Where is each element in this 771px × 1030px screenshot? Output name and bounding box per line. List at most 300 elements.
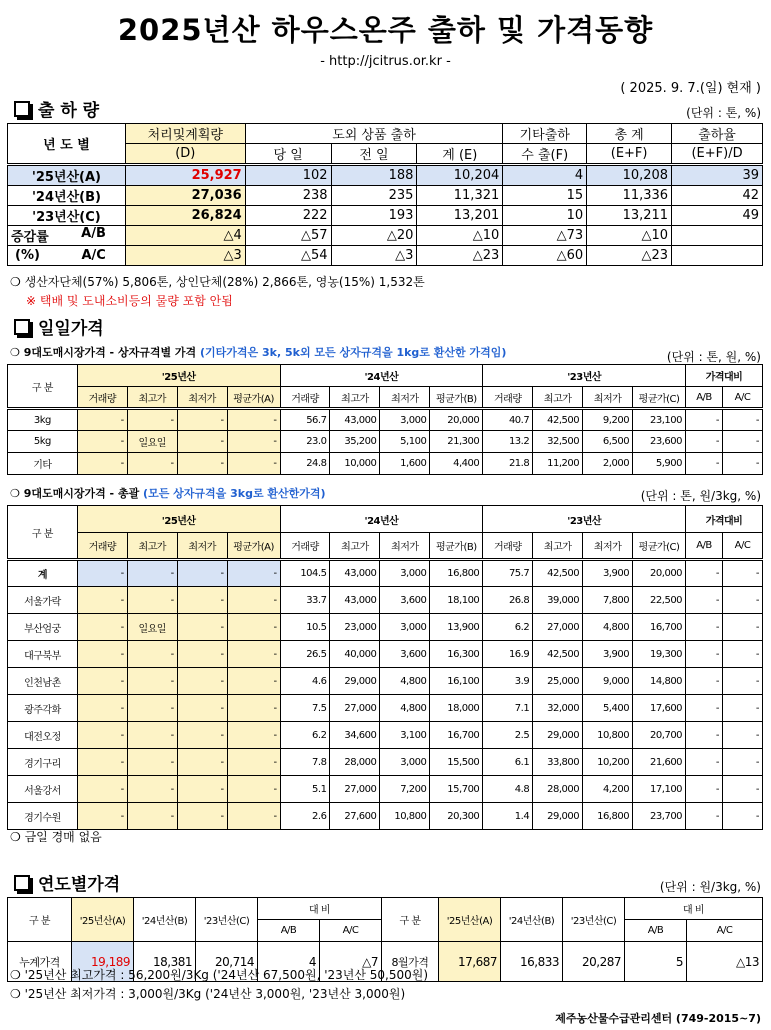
cell: 16,300 [430,641,483,668]
cell: - [722,776,762,803]
site-url[interactable]: - http://jcitrus.or.kr - [320,54,451,69]
h-lo: 최저가 [583,387,633,409]
cell: 238 [245,186,331,206]
subtitle-note: (모든 상자규격을 3kg로 환산한가격) [143,487,326,500]
cell: 20,000 [430,409,483,431]
cell: △10 [417,226,503,246]
cell: 2,000 [583,453,633,475]
row-label: 대전오정 [8,722,78,749]
max-price-note: ❍ '25년산 최고가격 : 56,200원/3Kg ('24년산 67,500원, '23년산 50,500원) [10,968,429,982]
cell: - [177,453,227,475]
cell: 5,900 [633,453,686,475]
cell: 11,336 [587,186,672,206]
cell: 16,100 [430,668,483,695]
cell: 27,000 [533,614,583,641]
unit-label: (단위 : 원/3kg, %) [659,880,761,894]
table-row [8,431,763,453]
h-ac: A/C [320,920,382,942]
cell: - [722,431,762,453]
cell: 7.5 [280,695,330,722]
cell: 18,381 [134,942,196,982]
cell: 27,000 [330,695,380,722]
cell [672,246,763,266]
table-row [8,749,763,776]
cell [672,226,763,246]
cell: 35,200 [330,431,380,453]
unit-label: (단위 : 톤, 원/3kg, %) [640,489,761,503]
cell: - [227,409,280,431]
cell: - [177,803,227,830]
cell: 28,000 [330,749,380,776]
cell: 42,500 [533,409,583,431]
cell: 27,600 [330,803,380,830]
header-c: '23년산(C) [563,898,625,942]
row-label: 경기구리 [8,749,78,776]
cell: 13,900 [430,614,483,641]
min-price-note: ❍ '25년산 최저가격 : 3,000원/3Kg ('24년산 3,000원, '23년산 3,000원) [10,987,406,1001]
cell: 27,000 [330,776,380,803]
cell: 17,600 [633,695,686,722]
cell: 3,000 [380,749,430,776]
cell: 39,000 [533,587,583,614]
report-date: ( 2025. 9. 7.(일) 현재 ) [620,81,761,96]
cell: - [77,431,127,453]
table-row [8,641,763,668]
cell: 42,500 [533,641,583,668]
header-plan: 처리및계획량 [125,124,245,144]
footer-source: 제주농산물수급관리센터 (749-2015~7) [555,1012,761,1025]
cell: △13 [687,942,763,982]
h-lo: 최저가 [177,533,227,560]
cell: 7,800 [583,587,633,614]
header-other: 기타출하 [503,124,587,144]
h-ac: A/C [687,920,763,942]
cell: - [177,749,227,776]
cell: - [686,776,723,803]
cell: 24.8 [280,453,330,475]
cell: 23,000 [330,614,380,641]
cell: 23,100 [633,409,686,431]
cell: - [227,803,280,830]
table-row [8,668,763,695]
square-bullet-icon [14,101,30,117]
cell: - [686,695,723,722]
cell: - [227,722,280,749]
subtitle-note: (기타가격은 3k, 5k외 모든 상자규격을 1kg로 환산한 가격임) [200,346,507,359]
cell: - [177,641,227,668]
table-row [8,409,763,431]
unit-label: (단위 : 톤, %) [686,106,761,120]
cell: - [722,668,762,695]
h-vol: 거래량 [483,387,533,409]
row-label: '24년산(B) [8,186,126,206]
unit-label: (단위 : 톤, 원, %) [666,350,761,364]
cell: 222 [245,206,331,226]
cell: △60 [503,246,587,266]
cell: - [686,409,723,431]
h-hi: 최고가 [533,387,583,409]
cell: △20 [331,226,417,246]
cell: 3,000 [380,409,430,431]
cell: 29,000 [330,668,380,695]
h-vol: 거래량 [77,533,127,560]
cell: 6,500 [583,431,633,453]
header-rate: 출하율 [672,124,763,144]
cell: - [686,749,723,776]
shipment-table [7,123,763,266]
cell: 40,000 [330,641,380,668]
cell: - [722,587,762,614]
cell: 10,800 [380,803,430,830]
h-avg: 평균가(B) [430,533,483,560]
cell: 11,200 [533,453,583,475]
cell: 10,000 [330,453,380,475]
header-gubun: 구 분 [382,898,439,942]
cell: - [127,587,177,614]
row-label: 기타 [8,453,78,475]
cell: 3,600 [380,587,430,614]
cell: 6.2 [280,722,330,749]
header-b: '24년산(B) [134,898,196,942]
row-label: '25년산(A) [8,165,126,186]
row-label: 광주각화 [8,695,78,722]
subtitle-text: ❍ 9대도매시장가격 - 총괄 [10,487,140,500]
cell: - [127,776,177,803]
h-hi: 최고가 [127,387,177,409]
cell: - [686,614,723,641]
row-label: '23년산(C) [8,206,126,226]
cell: 33.7 [280,587,330,614]
cell: - [127,641,177,668]
header-export: 수 출(F) [503,144,587,165]
cell: 4 [258,942,320,982]
header-y24: '24년산 [280,506,483,533]
header-rate-code: (E+F)/D [672,144,763,165]
pct-label: (%) [15,248,40,263]
cell: - [177,587,227,614]
cell: 34,600 [330,722,380,749]
cell: 13.2 [483,431,533,453]
cell: 56.7 [280,409,330,431]
row-label: 5kg [8,431,78,453]
h-ab: A/B [686,533,723,560]
cell: △23 [417,246,503,266]
header-cmp: 대 비 [625,898,763,920]
cell: 42 [672,186,763,206]
cell: 4,200 [583,776,633,803]
cell: 27,036 [125,186,245,206]
cell: △3 [331,246,417,266]
cell: △23 [587,246,672,266]
table-row [8,246,763,266]
cell: - [722,614,762,641]
cell: - [177,409,227,431]
cell: 23,600 [633,431,686,453]
header-c: '23년산(C) [196,898,258,942]
cell: - [227,560,280,587]
square-bullet-icon [14,319,30,335]
cell: 21.8 [483,453,533,475]
h-ac: A/C [722,387,762,409]
header-b: '24년산(B) [501,898,563,942]
cell: 10,204 [417,165,503,186]
cell: 32,000 [533,695,583,722]
row-label: 계 [8,560,78,587]
cell: 5,100 [380,431,430,453]
row-label: 경기수원 [8,803,78,830]
row-label: 8월가격 [382,942,439,982]
h-vol: 거래량 [280,533,330,560]
row-label: 누계가격 [8,942,72,982]
cell: 3,900 [583,641,633,668]
table-row [8,453,763,475]
cell: - [77,722,127,749]
cell: 75.7 [483,560,533,587]
h-vol: 거래량 [77,387,127,409]
cell: 28,000 [533,776,583,803]
header-cmp: 가격대비 [686,365,763,387]
cell: 42,500 [533,560,583,587]
table-row [8,803,763,830]
h-ab: A/B [258,920,320,942]
cell: 18,000 [430,695,483,722]
cell: 16,700 [430,722,483,749]
cell: 2.5 [483,722,533,749]
cell: - [77,560,127,587]
cell: 19,189 [72,942,134,982]
cell: 5.1 [280,776,330,803]
inc-label: 증감률 [11,230,49,245]
h-lo: 최저가 [380,387,430,409]
h-vol: 거래량 [280,387,330,409]
cell: 188 [331,165,417,186]
cell: 1,600 [380,453,430,475]
cell: 3,000 [380,560,430,587]
h-ab: A/B [686,387,723,409]
cell: 10,200 [583,749,633,776]
cell: 3,100 [380,722,430,749]
cell: 5,400 [583,695,633,722]
cell: 26.5 [280,641,330,668]
cell: - [227,641,280,668]
header-a: '25년산(A) [439,898,501,942]
cell: 9,200 [583,409,633,431]
cell: 일요일 [127,431,177,453]
h-hi: 최고가 [533,533,583,560]
cell: 4 [503,165,587,186]
cell: △3 [125,246,245,266]
row-label: 서울강서 [8,776,78,803]
h-avg: 평균가(C) [633,387,686,409]
cell: 49 [672,206,763,226]
cell: 20,287 [563,942,625,982]
cell: 13,211 [587,206,672,226]
cell: - [686,641,723,668]
header-today: 당 일 [245,144,331,165]
cell: 4,800 [380,695,430,722]
no-auction-note: ❍ 금일 경매 없음 [10,830,102,844]
cell: 15,500 [430,749,483,776]
cell: 29,000 [533,722,583,749]
cell: 104.5 [280,560,330,587]
header-y23: '23년산 [483,506,686,533]
table-row [8,560,763,587]
cell: 10.5 [280,614,330,641]
section-title: 일일가격 [38,319,104,339]
h-lo: 최저가 [583,533,633,560]
producer-note: ❍ 생산자단체(57%) 5,806톤, 상인단체(28%) 2,866톤, 영농(15%) 1,532톤 [10,275,425,289]
cell: 40.7 [483,409,533,431]
cell: - [127,560,177,587]
table-row [8,695,763,722]
cell: 4,800 [583,614,633,641]
h-avg: 평균가(A) [227,387,280,409]
summary-subtitle [10,485,326,501]
cell: 22,500 [633,587,686,614]
cell: - [227,614,280,641]
cell: 3,900 [583,560,633,587]
cell: - [127,668,177,695]
cell: 7,200 [380,776,430,803]
cell: - [722,695,762,722]
cell: 32,500 [533,431,583,453]
cell: 10,208 [587,165,672,186]
h-hi: 최고가 [127,533,177,560]
header-total: 총 계 [587,124,672,144]
cell: 20,300 [430,803,483,830]
page-title: 2025년산 하우스온주 출하 및 가격동향 [117,13,654,47]
cell: - [686,668,723,695]
cell: - [77,614,127,641]
header-plan-code: (D) [125,144,245,165]
cell: △7 [320,942,382,982]
cell: 11,321 [417,186,503,206]
header-year: 년 도 별 [8,124,126,165]
cell: - [127,409,177,431]
cell: - [177,560,227,587]
cell: - [127,453,177,475]
cell: 9,000 [583,668,633,695]
header-prev: 전 일 [331,144,417,165]
cell: 43,000 [330,560,380,587]
section-shipment-heading [14,96,99,121]
header-cmp: 대 비 [258,898,382,920]
cell: 4,400 [430,453,483,475]
h-avg: 평균가(A) [227,533,280,560]
h-hi: 최고가 [330,387,380,409]
cell: 2.6 [280,803,330,830]
cell: 7.1 [483,695,533,722]
cell: △73 [503,226,587,246]
cell: - [177,668,227,695]
table-row [8,206,763,226]
header-gubun: 구 분 [8,365,78,409]
cell: △10 [587,226,672,246]
cell: 16,800 [583,803,633,830]
cell: - [227,431,280,453]
cell: - [227,453,280,475]
cell: 20,714 [196,942,258,982]
cell: - [227,749,280,776]
ratio-label: A/B [81,226,106,241]
cell: - [177,776,227,803]
cell: - [722,453,762,475]
cell: - [127,803,177,830]
cell: - [722,409,762,431]
h-avg: 평균가(B) [430,387,483,409]
header-y25: '25년산 [77,365,280,387]
cell: 6.1 [483,749,533,776]
header-sum: 계 (E) [417,144,503,165]
summary-price-table [7,505,763,830]
cell: 19,300 [633,641,686,668]
cell: - [127,722,177,749]
section-yearly-heading [14,870,120,895]
cell: - [227,668,280,695]
exclusion-note: ※ 택배 및 도내소비등의 물량 포함 안됨 [26,294,233,308]
cell: - [177,431,227,453]
row-label: 3kg [8,409,78,431]
cell: 1.4 [483,803,533,830]
h-lo: 최저가 [177,387,227,409]
h-vol: 거래량 [483,533,533,560]
cell: - [722,803,762,830]
cell: - [77,749,127,776]
cell: 43,000 [330,587,380,614]
cell: - [77,641,127,668]
cell: - [77,587,127,614]
header-gubun: 구 분 [8,506,78,560]
cell: 16,800 [430,560,483,587]
cell: 13,201 [417,206,503,226]
section-daily-heading [14,314,104,339]
cell: 5 [625,942,687,982]
cell: 25,000 [533,668,583,695]
cell: 17,687 [439,942,501,982]
header-y25: '25년산 [77,506,280,533]
h-ab: A/B [625,920,687,942]
row-label: 부산엄궁 [8,614,78,641]
section-title: 출 하 량 [38,101,100,121]
cell: - [722,641,762,668]
table-row [8,165,763,186]
cell: - [686,431,723,453]
cell: - [77,409,127,431]
cell: △54 [245,246,331,266]
cell: 3.9 [483,668,533,695]
cell: 16,700 [633,614,686,641]
row-label [8,226,126,246]
ratio-label: A/C [81,248,106,263]
cell: - [127,749,177,776]
cell: 4,800 [380,668,430,695]
cell: 21,600 [633,749,686,776]
cell: - [686,453,723,475]
cell: - [77,776,127,803]
subtitle-text: ❍ 9대도매시장가격 - 상자규격별 가격 [10,346,197,359]
cell: 6.2 [483,614,533,641]
h-hi: 최고가 [330,533,380,560]
cell: 4.6 [280,668,330,695]
cell: 16,833 [501,942,563,982]
cell: - [227,695,280,722]
cell: - [127,695,177,722]
cell: △57 [245,226,331,246]
cell: 4.8 [483,776,533,803]
cell: - [227,587,280,614]
cell: - [722,749,762,776]
cell: - [177,722,227,749]
